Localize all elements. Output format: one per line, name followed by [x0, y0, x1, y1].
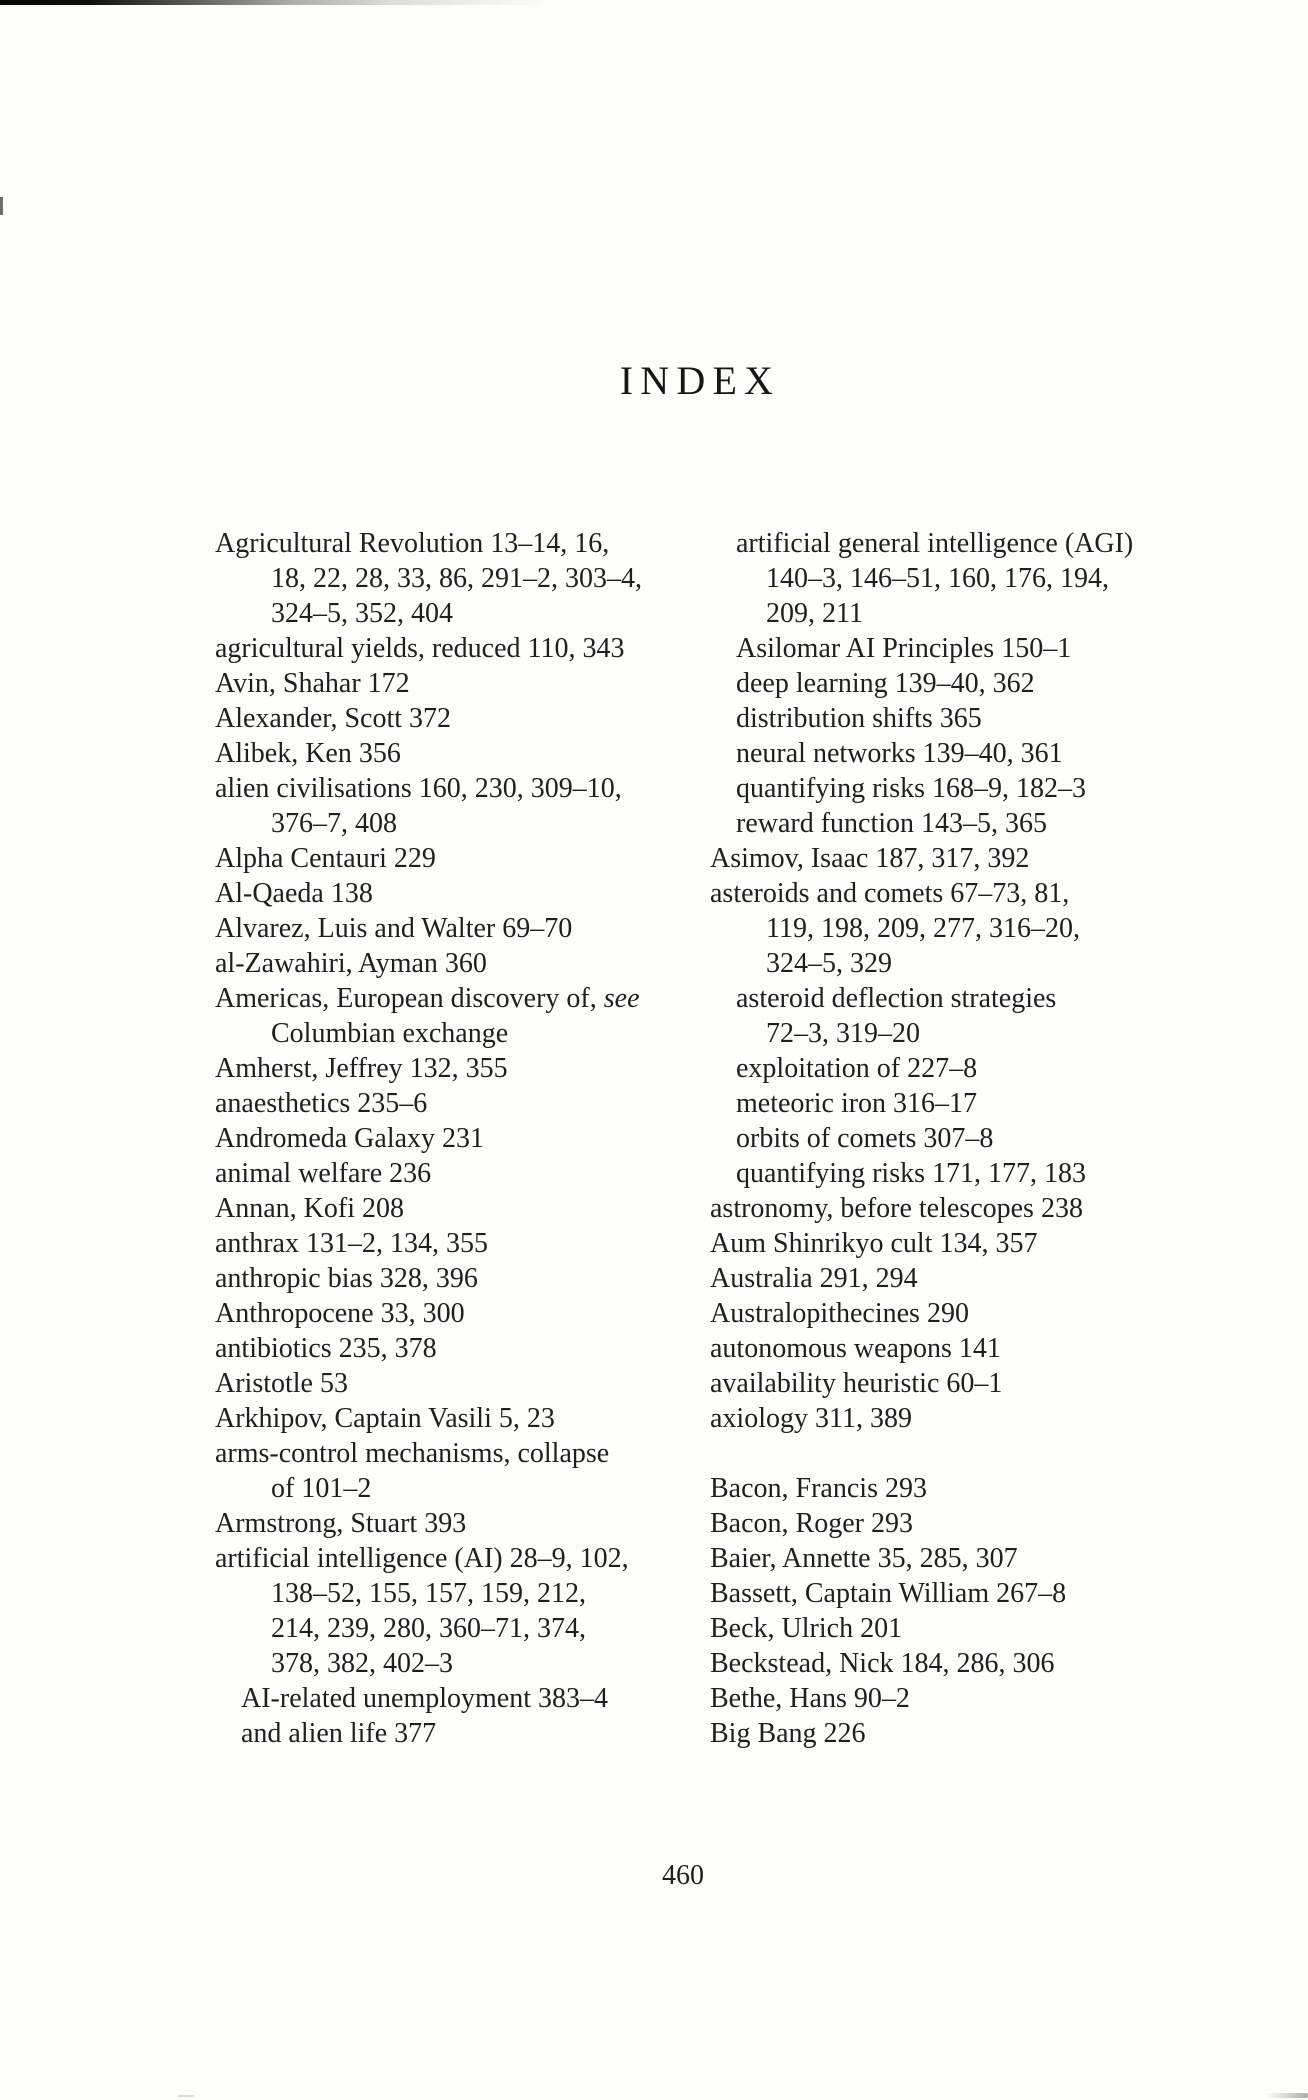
- index-entry-line: al-Zawahiri, Ayman 360: [215, 948, 487, 979]
- index-entry-line: Asilomar AI Principles 150–1: [736, 633, 1072, 664]
- index-entry-line: Beck, Ulrich 201: [710, 1613, 903, 1644]
- index-entry-line: meteoric iron 316–17: [736, 1088, 978, 1119]
- index-entry-line: Bacon, Francis 293: [710, 1473, 927, 1504]
- index-entry-line: artificial general intelligence (AGI): [736, 528, 1134, 559]
- scan-artifact-bottom-left: [178, 2095, 194, 2097]
- index-entry-line: quantifying risks 168–9, 182–3: [736, 773, 1086, 804]
- index-entry-line: Big Bang 226: [710, 1718, 866, 1749]
- index-entry-line: 324–5, 352, 404: [271, 598, 453, 629]
- page-title: INDEX: [619, 357, 781, 403]
- index-entry-line: axiology 311, 389: [710, 1403, 912, 1434]
- index-entry-line: Beckstead, Nick 184, 286, 306: [710, 1648, 1055, 1679]
- index-entry-line: Bethe, Hans 90–2: [710, 1683, 910, 1714]
- index-entry-line: 214, 239, 280, 360–71, 374,: [271, 1613, 586, 1644]
- index-entry-line: of 101–2: [271, 1473, 372, 1504]
- index-entry-line: Amherst, Jeffrey 132, 355: [215, 1053, 508, 1084]
- index-entry-line: Americas, European discovery of, see: [215, 983, 640, 1014]
- index-entry-line: anthrax 131–2, 134, 355: [215, 1228, 488, 1259]
- index-entry-line: Avin, Shahar 172: [215, 668, 410, 699]
- index-entry-line: Alexander, Scott 372: [215, 703, 452, 734]
- index-entry-line: Aristotle 53: [215, 1368, 348, 1399]
- scan-artifact-top-edge: [0, 0, 1308, 5]
- index-entry-line: quantifying risks 171, 177, 183: [736, 1158, 1086, 1189]
- index-entry-line: 119, 198, 209, 277, 316–20,: [766, 913, 1080, 944]
- index-entry-line: Anthropocene 33, 300: [215, 1298, 465, 1329]
- index-entry-line: Bacon, Roger 293: [710, 1508, 913, 1539]
- index-entry-line: arms-control mechanisms, collapse: [215, 1438, 610, 1469]
- index-entry-line: Alpha Centauri 229: [215, 843, 436, 874]
- index-entry-line: animal welfare 236: [215, 1158, 432, 1189]
- index-entry-line: Al-Qaeda 138: [215, 878, 373, 909]
- index-entry-line: 209, 211: [766, 598, 863, 629]
- index-entry-line: Armstrong, Stuart 393: [215, 1508, 467, 1539]
- column-spacer: [710, 1436, 1190, 1471]
- index-entry-line: 140–3, 146–51, 160, 176, 194,: [766, 563, 1109, 594]
- index-entry-line: astronomy, before telescopes 238: [710, 1193, 1083, 1224]
- index-entry-line: anaesthetics 235–6: [215, 1088, 428, 1119]
- scan-artifact-bottom-right: [1266, 2093, 1308, 2098]
- index-entry-line: neural networks 139–40, 361: [736, 738, 1063, 769]
- index-entry-line: 138–52, 155, 157, 159, 212,: [271, 1578, 586, 1609]
- index-left-column: [215, 526, 695, 1751]
- index-entry-line: antibiotics 235, 378: [215, 1333, 437, 1364]
- index-entry-line: deep learning 139–40, 362: [736, 668, 1035, 699]
- index-entry-line: Alibek, Ken 356: [215, 738, 401, 769]
- index-entry-line: Australopithecines 290: [710, 1298, 969, 1329]
- index-entry-line: orbits of comets 307–8: [736, 1123, 994, 1154]
- index-entry-line: 378, 382, 402–3: [271, 1648, 453, 1679]
- index-entry-line: artificial intelligence (AI) 28–9, 102,: [215, 1543, 629, 1574]
- index-entry-line: Arkhipov, Captain Vasili 5, 23: [215, 1403, 555, 1434]
- index-entry-line: availability heuristic 60–1: [710, 1368, 1003, 1399]
- index-entry-line: anthropic bias 328, 396: [215, 1263, 478, 1294]
- index-entry-line: Columbian exchange: [271, 1018, 509, 1049]
- index-entry-line: Asimov, Isaac 187, 317, 392: [710, 843, 1030, 874]
- index-entry-line: Bassett, Captain William 267–8: [710, 1578, 1067, 1609]
- index-entry-line: agricultural yields, reduced 110, 343: [215, 633, 625, 664]
- index-entry-line: reward function 143–5, 365: [736, 808, 1048, 839]
- index-entry-line: alien civilisations 160, 230, 309–10,: [215, 773, 622, 804]
- index-entry-line: Andromeda Galaxy 231: [215, 1123, 485, 1154]
- index-entry-line: 18, 22, 28, 33, 86, 291–2, 303–4,: [271, 563, 642, 594]
- index-entry-line: distribution shifts 365: [736, 703, 982, 734]
- page-number: 460: [662, 1860, 704, 1891]
- index-entry-line: Agricultural Revolution 13–14, 16,: [215, 528, 610, 559]
- index-entry-line: exploitation of 227–8: [736, 1053, 978, 1084]
- index-entry-line: Australia 291, 294: [710, 1263, 918, 1294]
- index-entry-line: Aum Shinrikyo cult 134, 357: [710, 1228, 1038, 1259]
- index-entry-line: Annan, Kofi 208: [215, 1193, 404, 1224]
- index-entry-line: autonomous weapons 141: [710, 1333, 1001, 1364]
- index-entry-line: Alvarez, Luis and Walter 69–70: [215, 913, 573, 944]
- index-entry-line: asteroids and comets 67–73, 81,: [710, 878, 1070, 909]
- index-entry-line: 72–3, 319–20: [766, 1018, 920, 1049]
- scan-artifact-left-edge: [0, 197, 3, 215]
- index-entry-line: Baier, Annette 35, 285, 307: [710, 1543, 1018, 1574]
- index-entry-line: 324–5, 329: [766, 948, 892, 979]
- index-entry-line: AI-related unemployment 383–4: [241, 1683, 609, 1714]
- index-entry-line: 376–7, 408: [271, 808, 397, 839]
- index-right-column: [710, 526, 1190, 1751]
- index-entry-line: asteroid deflection strategies: [736, 983, 1057, 1014]
- index-entry-line: and alien life 377: [241, 1718, 437, 1749]
